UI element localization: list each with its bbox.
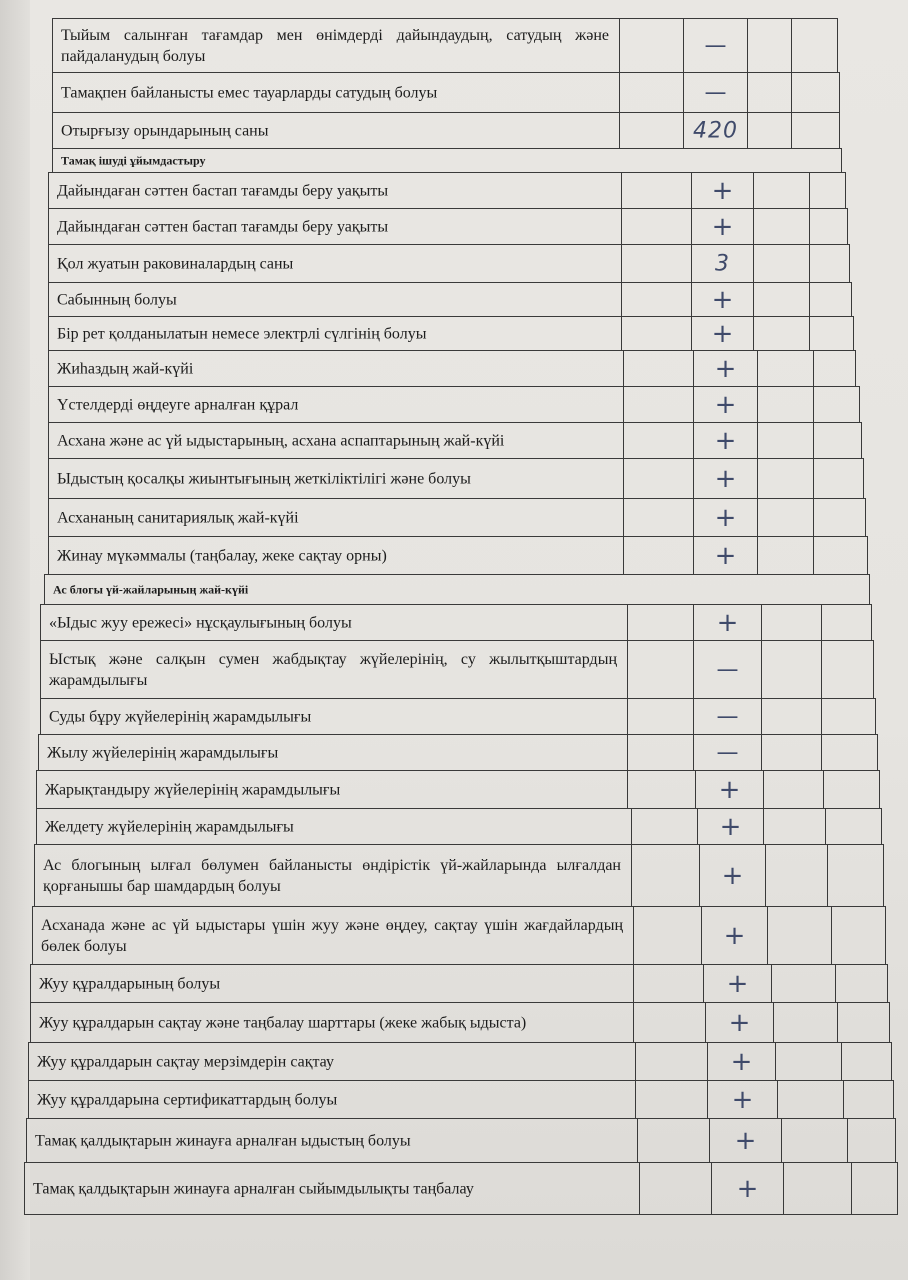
empty-cell	[813, 499, 867, 536]
table-row	[38, 734, 878, 770]
empty-cell	[635, 1043, 707, 1080]
table-row	[34, 844, 884, 906]
mark-cell	[701, 907, 767, 964]
empty-cell	[791, 73, 841, 112]
mark-cell	[693, 605, 761, 640]
mark-cell	[693, 459, 757, 498]
empty-cell	[631, 845, 699, 906]
handwritten-mark: 3	[715, 251, 730, 276]
mark-cell	[683, 73, 747, 112]
empty-cell	[809, 173, 847, 208]
handwritten-mark: +	[714, 463, 737, 494]
handwritten-mark: +	[714, 540, 737, 571]
table-row	[28, 1080, 894, 1118]
mark-cell	[703, 965, 771, 1002]
empty-cell	[747, 19, 791, 72]
empty-cell	[627, 771, 695, 808]
empty-cell	[765, 845, 827, 906]
empty-cell	[763, 809, 825, 844]
criterion-text: Тамақ қалдықтарын жинауға арналған сыйымдылықты таңбалау	[33, 1180, 474, 1197]
mark-cell	[709, 1119, 781, 1162]
criterion-text: Жылу жүйелерінің жарамдылығы	[47, 744, 279, 761]
empty-cell	[623, 459, 693, 498]
mark-cell	[683, 19, 747, 72]
handwritten-mark: +	[711, 175, 734, 206]
table-row	[48, 498, 866, 536]
mark-cell	[711, 1163, 783, 1214]
mark-cell	[697, 809, 763, 844]
mark-cell	[691, 317, 753, 350]
empty-cell	[627, 641, 693, 698]
empty-cell	[623, 537, 693, 574]
empty-cell	[771, 965, 835, 1002]
table-row	[48, 208, 848, 244]
criterion-text: Отырғызу орындарының саны	[61, 122, 269, 139]
criterion-text: Жуу құралдарын сақтау және таңбалау шарттары (жеке жабық ыдыста)	[39, 1014, 527, 1031]
handwritten-mark: —	[716, 740, 739, 765]
table-row	[52, 18, 838, 72]
criterion-text: Үстелдерді өңдеуге арналған құрал	[57, 396, 299, 413]
empty-cell	[753, 209, 809, 244]
empty-cell	[809, 245, 851, 282]
handwritten-mark: —	[704, 33, 727, 58]
empty-cell	[631, 809, 697, 844]
table-bottom-border	[24, 1214, 898, 1215]
empty-cell	[823, 771, 881, 808]
table-row	[48, 172, 846, 208]
empty-cell	[633, 965, 703, 1002]
criterion-text: Дайындаған сәттен бастап тағамды беру уақыты	[57, 182, 389, 199]
empty-cell	[813, 537, 869, 574]
table-row	[36, 808, 882, 844]
empty-cell	[809, 283, 853, 316]
table-row	[30, 1002, 890, 1042]
table-row	[52, 112, 840, 148]
empty-cell	[809, 317, 855, 350]
mark-cell	[693, 699, 761, 734]
empty-cell	[747, 113, 791, 148]
empty-cell	[753, 173, 809, 208]
handwritten-mark: +	[714, 425, 737, 456]
empty-cell	[757, 351, 813, 386]
criterion-text: Асханада және ас үй ыдыстары үшін жуу және өңдеу, сақтау үшін жағдайлардың бөлек болуы	[41, 916, 623, 955]
criterion-text: Тамақ қалдықтарын жинауға арналған ыдыстың болуы	[35, 1132, 411, 1149]
empty-cell	[761, 735, 821, 770]
handwritten-mark: +	[736, 1173, 759, 1204]
mark-cell	[693, 735, 761, 770]
mark-cell	[691, 283, 753, 316]
table-row	[32, 906, 886, 964]
handwritten-mark: +	[711, 284, 734, 315]
table-row	[40, 604, 872, 640]
criterion-text: «Ыдыс жуу ережесі» нұсқаулығының болуы	[49, 614, 352, 631]
table-row	[40, 640, 874, 698]
mark-cell	[693, 387, 757, 422]
empty-cell	[619, 19, 683, 72]
empty-cell	[639, 1163, 711, 1214]
empty-cell	[637, 1119, 709, 1162]
empty-cell	[777, 1081, 843, 1118]
handwritten-mark: —	[704, 80, 727, 105]
empty-cell	[757, 537, 813, 574]
empty-cell	[847, 1119, 897, 1162]
empty-cell	[623, 351, 693, 386]
table-row	[48, 422, 862, 458]
mark-cell	[695, 771, 763, 808]
empty-cell	[783, 1163, 851, 1214]
handwritten-mark: +	[731, 1084, 754, 1115]
mark-cell	[693, 423, 757, 458]
section-title: Тамақ ішуді ұйымдастыру	[61, 153, 206, 167]
empty-cell	[821, 699, 877, 734]
criterion-text: Бір рет қолданылатын немесе электрлі сүлгінің болуы	[57, 325, 427, 342]
mark-cell	[699, 845, 765, 906]
criterion-text: Тыйым салынған тағамдар мен өнімдерді дайындаудың, сатудың және пайдаланудың болуы	[61, 26, 609, 65]
empty-cell	[813, 459, 865, 498]
handwritten-mark: +	[716, 607, 739, 638]
handwritten-mark: +	[718, 774, 741, 805]
criterion-text: Суды бұру жүйелерінің жарамдылығы	[49, 708, 312, 725]
mark-cell	[691, 209, 753, 244]
table-row	[48, 536, 868, 574]
empty-cell	[825, 809, 883, 844]
empty-cell	[761, 641, 821, 698]
criterion-text: Жуу құралдарына сертификаттардың болуы	[37, 1091, 338, 1108]
empty-cell	[821, 605, 873, 640]
mark-cell	[691, 173, 753, 208]
criterion-text: Ыдыстың қосалқы жиынтығының жеткіліктілігі және болуы	[57, 470, 471, 487]
criterion-text: Қол жуатын раковиналардың саны	[57, 255, 294, 272]
empty-cell	[621, 245, 691, 282]
handwritten-mark: +	[723, 920, 746, 951]
empty-cell	[619, 113, 683, 148]
empty-cell	[821, 641, 875, 698]
mark-cell	[705, 1003, 773, 1042]
empty-cell	[753, 317, 809, 350]
empty-cell	[619, 73, 683, 112]
criterion-text: Жиһаздың жай-күйі	[57, 360, 194, 377]
empty-cell	[821, 735, 879, 770]
table-row	[48, 282, 852, 316]
section-title: Ас блогы үй-жайларының жай-күйі	[53, 582, 249, 596]
mark-cell	[693, 641, 761, 698]
empty-cell	[633, 1003, 705, 1042]
handwritten-mark: +	[714, 389, 737, 420]
table-row	[30, 964, 888, 1002]
empty-cell	[621, 317, 691, 350]
empty-cell	[781, 1119, 847, 1162]
criterion-text: Тамақпен байланысты емес тауарларды сатудың болуы	[61, 84, 438, 101]
section-header	[52, 148, 842, 172]
empty-cell	[621, 173, 691, 208]
criterion-text: Сабынның болуы	[57, 291, 177, 308]
handwritten-mark: +	[719, 811, 742, 842]
empty-cell	[635, 1081, 707, 1118]
empty-cell	[843, 1081, 895, 1118]
empty-cell	[747, 73, 791, 112]
handwritten-mark: +	[721, 860, 744, 891]
empty-cell	[813, 387, 861, 422]
section-header	[44, 574, 870, 604]
handwritten-mark: +	[711, 211, 734, 242]
empty-cell	[809, 209, 849, 244]
handwritten-mark: +	[714, 502, 737, 533]
empty-cell	[791, 19, 839, 72]
handwritten-mark: +	[711, 318, 734, 349]
empty-cell	[851, 1163, 899, 1214]
empty-cell	[621, 209, 691, 244]
empty-cell	[767, 907, 831, 964]
empty-cell	[757, 423, 813, 458]
empty-cell	[757, 459, 813, 498]
empty-cell	[633, 907, 701, 964]
empty-cell	[831, 907, 887, 964]
criterion-text: Ыстық және салқын сумен жабдықтау жүйелерінің, су жылытқыштардың жарамдылығы	[49, 650, 617, 689]
criterion-text: Желдету жүйелерінің жарамдылығы	[45, 818, 294, 835]
criterion-text: Асхана және ас үй ыдыстарының, асхана аспаптарының жай-күйі	[57, 432, 505, 449]
mark-cell	[693, 499, 757, 536]
empty-cell	[753, 245, 809, 282]
empty-cell	[761, 699, 821, 734]
empty-cell	[791, 113, 841, 148]
table-row	[26, 1118, 896, 1162]
empty-cell	[841, 1043, 893, 1080]
criterion-text: Ас блогының ылғал бөлумен байланысты өндірістік үй-жайларында ылғалдан қорғанышы бар шамдардың болуы	[43, 856, 621, 895]
empty-cell	[763, 771, 823, 808]
empty-cell	[623, 499, 693, 536]
empty-cell	[827, 845, 885, 906]
empty-cell	[627, 605, 693, 640]
handwritten-mark: —	[716, 657, 739, 682]
mark-cell	[707, 1081, 777, 1118]
criterion-text: Асхананың санитариялық жай-күйі	[57, 509, 299, 526]
handwritten-mark: —	[716, 704, 739, 729]
empty-cell	[813, 423, 863, 458]
criterion-text: Жуу құралдарын сақтау мерзімдерін сақтау	[37, 1053, 334, 1070]
empty-cell	[621, 283, 691, 316]
criterion-text: Жуу құралдарының болуы	[39, 975, 221, 992]
table-row	[52, 72, 840, 112]
handwritten-mark: 420	[693, 118, 738, 143]
table-row	[36, 770, 880, 808]
table-row	[48, 244, 850, 282]
table-row	[28, 1042, 892, 1080]
empty-cell	[623, 423, 693, 458]
empty-cell	[623, 387, 693, 422]
empty-cell	[773, 1003, 837, 1042]
empty-cell	[761, 605, 821, 640]
handwritten-mark: +	[714, 353, 737, 384]
table-row	[48, 316, 854, 350]
handwritten-mark: +	[730, 1046, 753, 1077]
mark-cell	[683, 113, 747, 148]
criterion-text: Жарықтандыру жүйелерінің жарамдылығы	[45, 781, 341, 798]
empty-cell	[753, 283, 809, 316]
empty-cell	[757, 387, 813, 422]
mark-cell	[691, 245, 753, 282]
criterion-text: Дайындаған сәттен бастап тағамды беру уақыты	[57, 218, 389, 235]
mark-cell	[693, 537, 757, 574]
empty-cell	[775, 1043, 841, 1080]
empty-cell	[757, 499, 813, 536]
handwritten-mark: +	[728, 1007, 751, 1038]
table-row	[48, 458, 864, 498]
handwritten-mark: +	[726, 968, 749, 999]
empty-cell	[627, 735, 693, 770]
empty-cell	[837, 1003, 891, 1042]
empty-cell	[835, 965, 889, 1002]
mark-cell	[707, 1043, 775, 1080]
table-row	[24, 1162, 898, 1214]
empty-cell	[627, 699, 693, 734]
criterion-text: Жинау мүкәммалы (таңбалау, жеке сақтау орны)	[57, 547, 387, 564]
table-row	[48, 386, 860, 422]
table-row	[40, 698, 876, 734]
handwritten-mark: +	[734, 1125, 757, 1156]
mark-cell	[693, 351, 757, 386]
table-row	[48, 350, 856, 386]
empty-cell	[813, 351, 857, 386]
